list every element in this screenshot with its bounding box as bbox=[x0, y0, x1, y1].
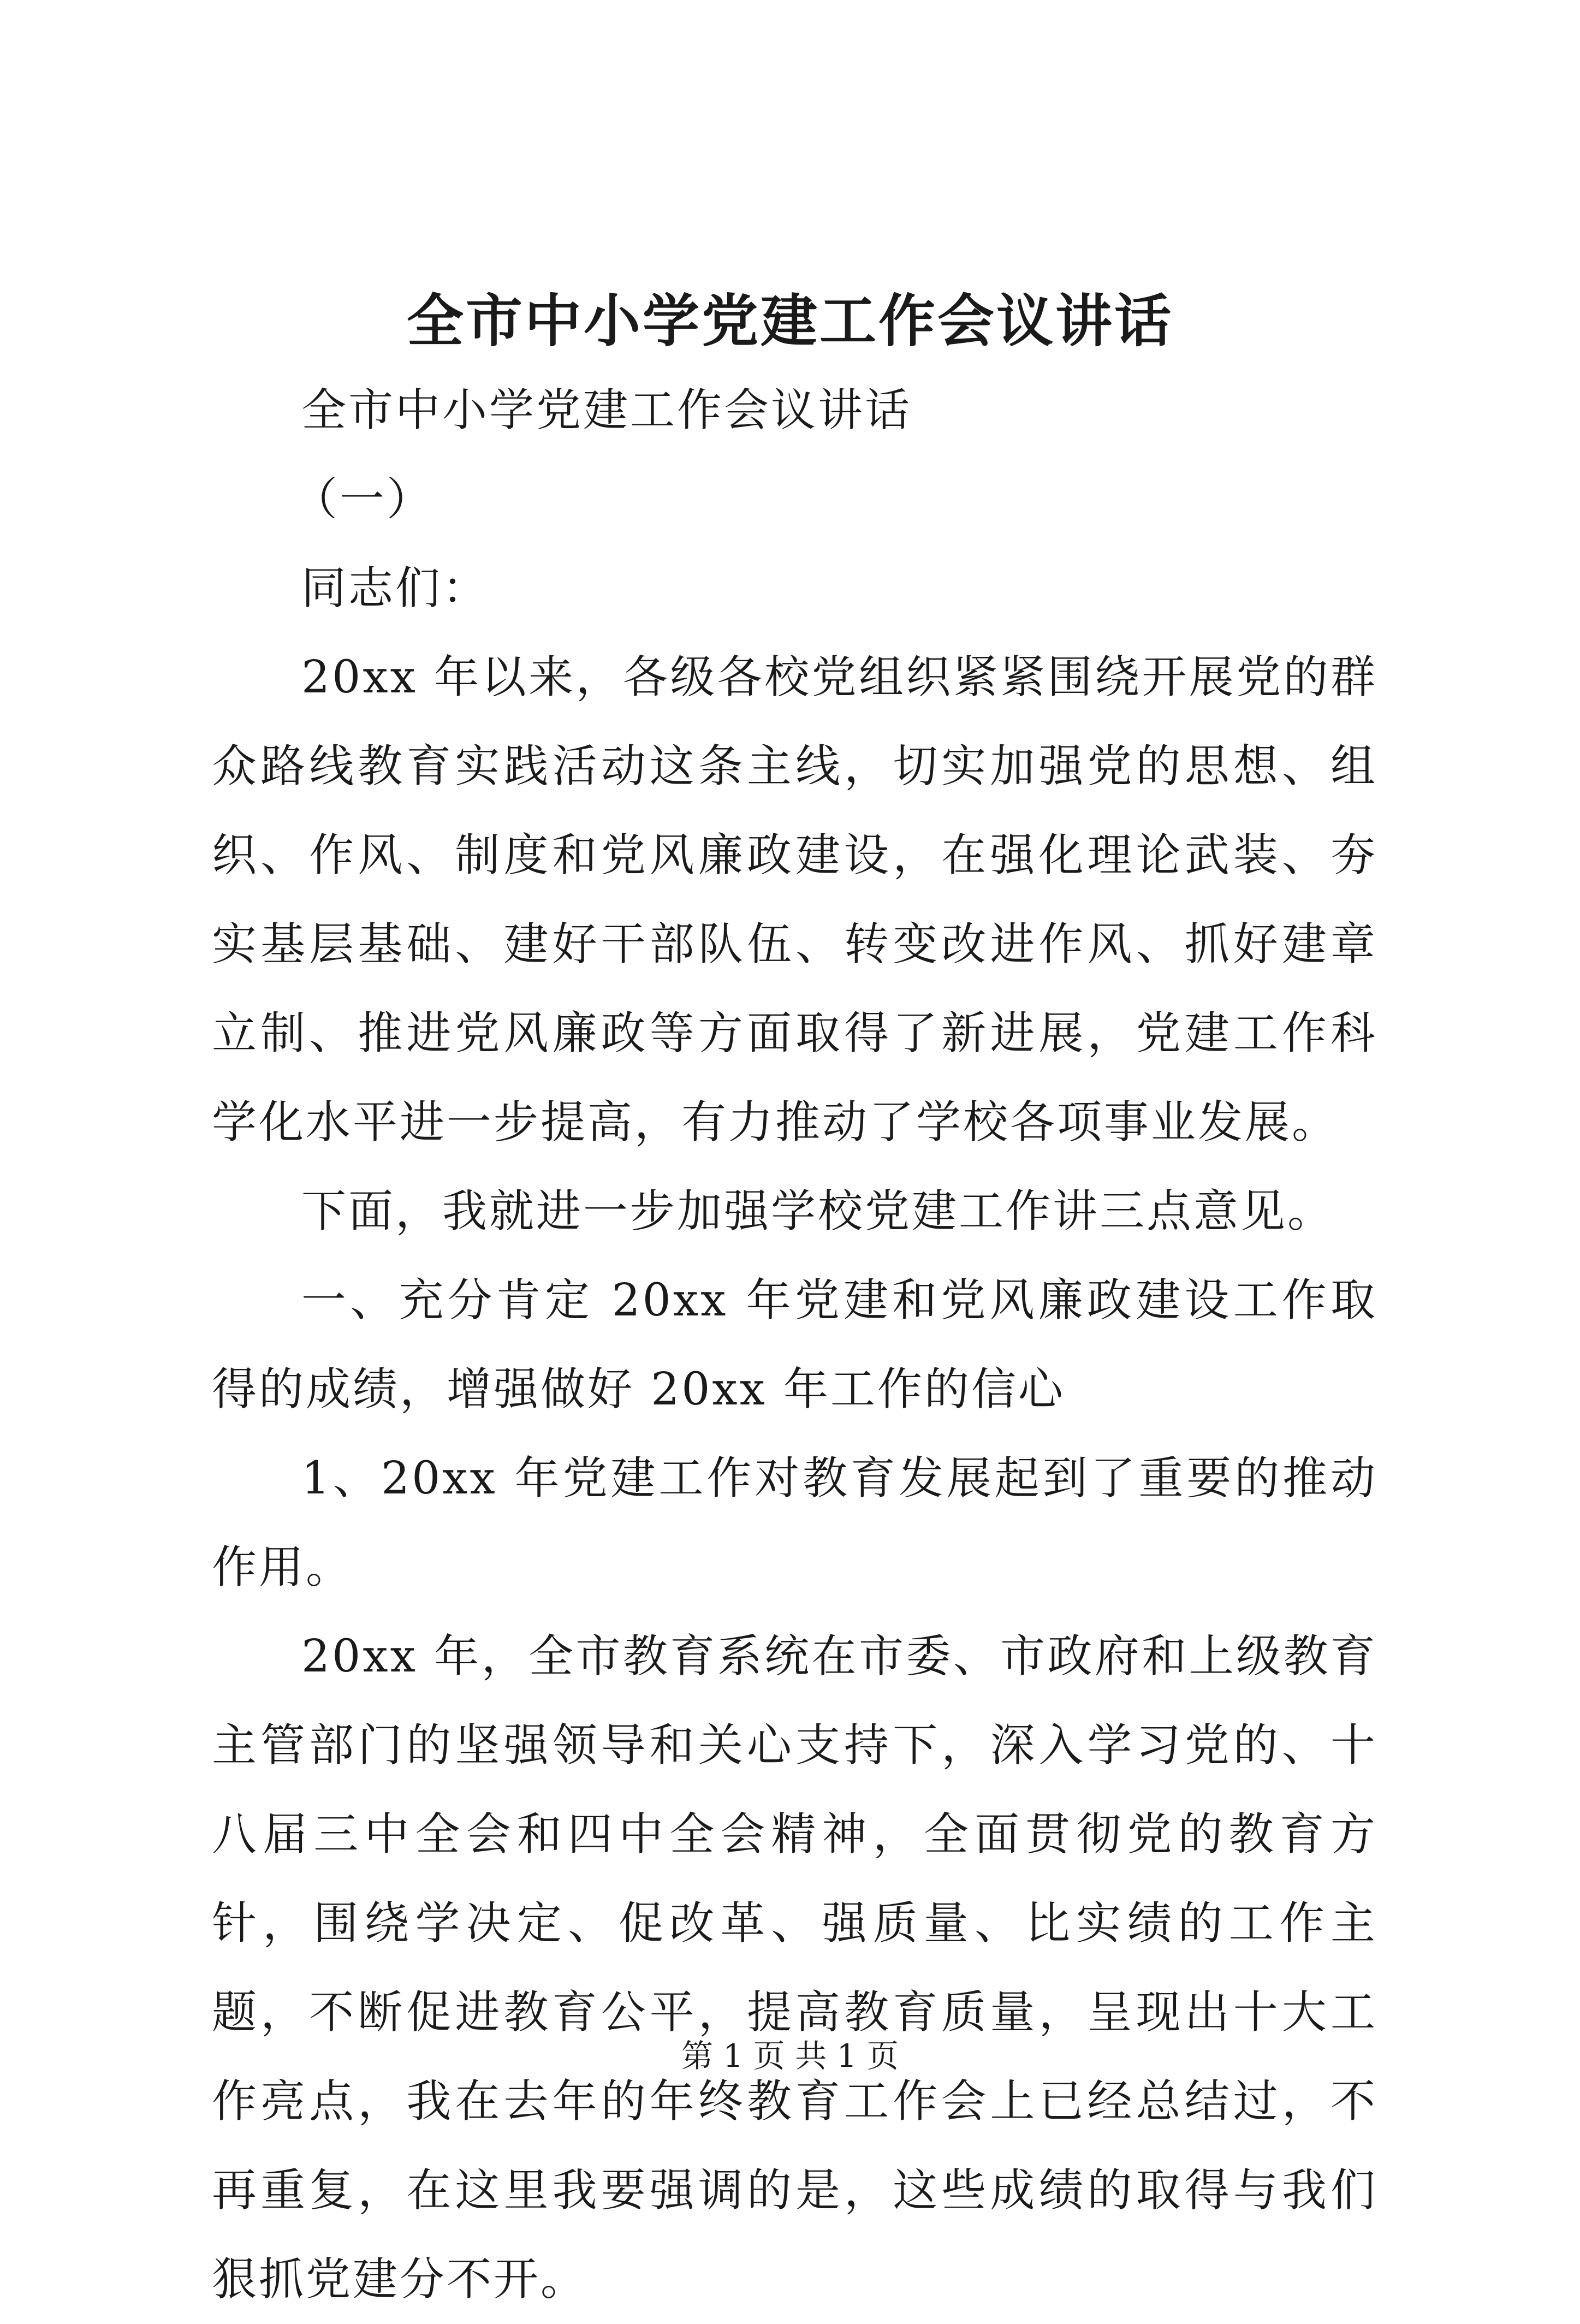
paragraph-achievements: 20xx 年，全市教育系统在市委、市政府和上级教育主管部门的坚强领导和关心支持下，深入学习党的、十八届三中全会和四中全会精神，全面贯彻党的教育方针，围绕学决定、促改革、强质量、比实绩的工作主题，不断促进教育公平，提高教育质量，呈现出十大工作亮点，我在去年的年终教育工作会上已经总结过，不再重复，在这里我要强调的是，这些成绩的取得与我们狠抓党建分不开。 bbox=[212, 1631, 1377, 2305]
paragraph-salutation: 同志们： bbox=[301, 562, 490, 614]
paragraph-subheading-one: 1、20xx 年党建工作对教育发展起到了重要的推动作用。 bbox=[212, 1452, 1377, 1593]
paragraph-intro: 20xx 年以来，各级各校党组织紧紧围绕开展党的群众路线教育实践活动这条主线，切实加强党的思想、组织、作风、制度和党风廉政建设，在强化理论武装、夯实基层基础、建好干部队伍、转变改进作风、抓好建章立制、推进党风廉政等方面取得了新进展，党建工作科学化水平进一步提高，有力推动了学校各项事业发展。 bbox=[212, 651, 1377, 1148]
paragraph-section-number: （一） bbox=[293, 473, 434, 525]
document-body bbox=[212, 366, 1377, 2324]
page-footer: 第 1 页 共 1 页 bbox=[681, 2037, 899, 2074]
paragraph-outline: 下面，我就进一步加强学校党建工作讲三点意见。 bbox=[301, 1185, 1335, 1237]
paragraph-subtitle: 全市中小学党建工作会议讲话 bbox=[301, 384, 912, 436]
document-title: 全市中小学党建工作会议讲话 bbox=[406, 287, 1173, 354]
paragraph-heading-one: 一、充分肯定 20xx 年党建和党风廉政建设工作取得的成绩，增强做好 20xx 年工作的信心 bbox=[212, 1274, 1377, 1415]
